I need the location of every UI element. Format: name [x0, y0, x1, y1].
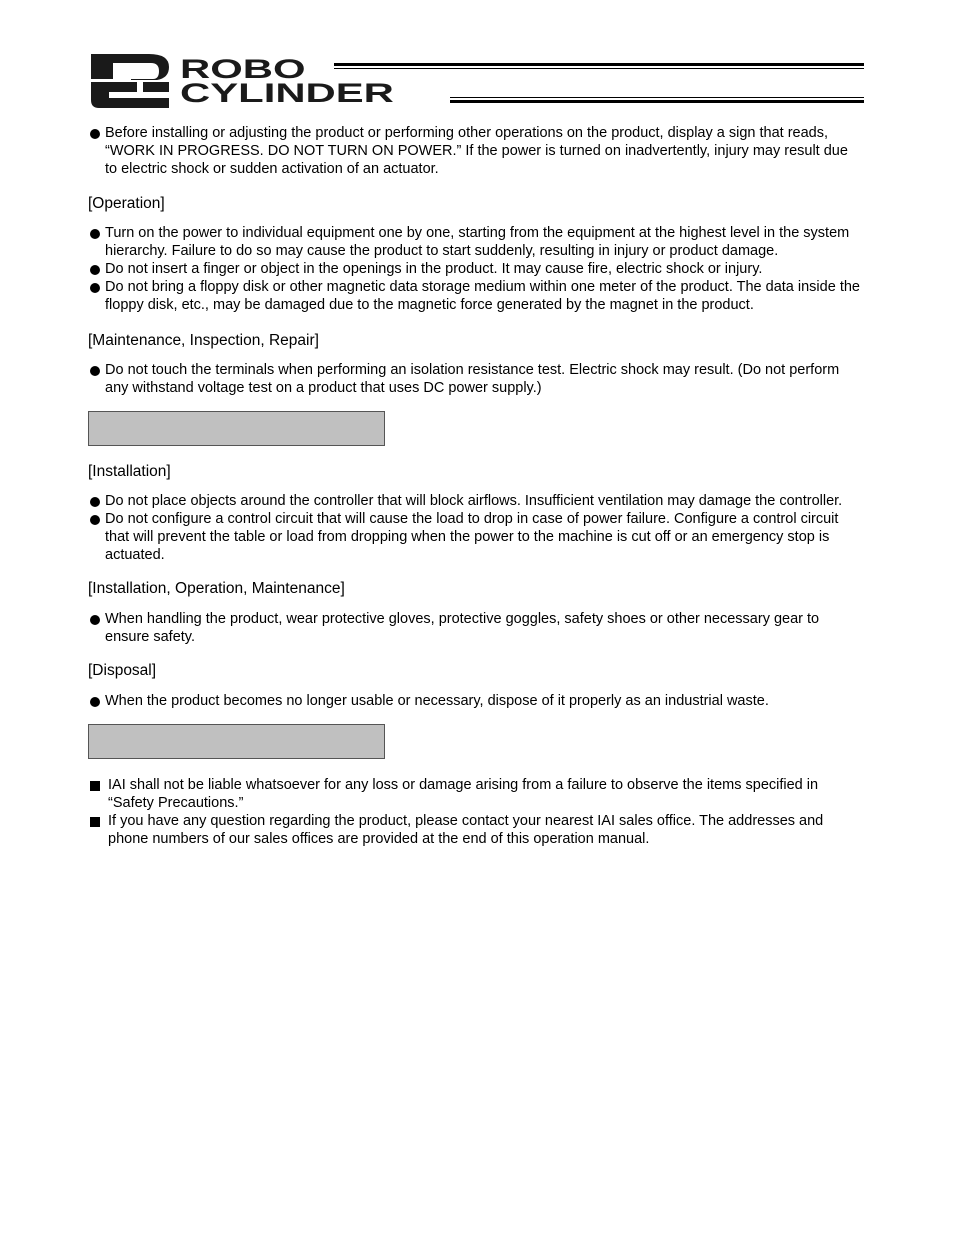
section-heading-disposal: [Disposal]	[88, 662, 157, 679]
section-heading-maintenance: [Maintenance, Inspection, Repair]	[88, 332, 319, 349]
section-heading-operation: [Operation]	[88, 195, 165, 212]
header-rule	[334, 63, 864, 66]
list-item: If you have any question regarding the product, please contact your nearest IAI sales office. The addresses and phone numbers of our sales offices are provided at the end of this operation manual.	[88, 812, 864, 848]
section-heading-installation: [Installation]	[88, 463, 171, 480]
logo-text-cylinder: CYLINDER	[180, 78, 394, 108]
list-item: Do not place objects around the controller that will block airflows. Insufficient ventilation may damage the controller.	[88, 492, 864, 510]
header-rule	[450, 97, 864, 98]
section-heading-installation-operation-maintenance: [Installation, Operation, Maintenance]	[88, 580, 345, 597]
list-item: When the product becomes no longer usable or necessary, dispose of it properly as an industrial waste.	[88, 692, 864, 710]
header-rule	[450, 100, 864, 103]
operation-list	[88, 224, 864, 314]
disposal-list	[88, 692, 864, 710]
installation-list	[88, 492, 864, 564]
list-item: Do not bring a floppy disk or other magnetic data storage medium within one meter of the product. The data inside the floppy disk, etc., may be damaged due to the magnetic force generated by the magnet in the product.	[88, 278, 864, 314]
notes-banner	[88, 724, 385, 759]
caution-banner	[88, 411, 385, 446]
list-item: When handling the product, wear protective gloves, protective goggles, safety shoes or other necessary gear to ensure safety.	[88, 610, 864, 646]
list-item: Do not touch the terminals when performing an isolation resistance test. Electric shock may result. (Do not perform any withstand voltage test on a product that uses DC power supply.)	[88, 361, 864, 397]
list-item: Do not insert a finger or object in the openings in the product. It may cause fire, electric shock or injury.	[88, 260, 864, 278]
iom-list	[88, 610, 864, 646]
page-content	[88, 124, 864, 848]
rc-logo-icon	[91, 54, 171, 108]
intro-list	[88, 124, 864, 178]
maintenance-list	[88, 361, 864, 397]
list-item: Do not configure a control circuit that will cause the load to drop in case of power failure. Configure a control circuit that will prevent the table or load from dropping when the power to the machine is cut off or an emergency stop is actuated.	[88, 510, 864, 564]
list-item: Before installing or adjusting the product or performing other operations on the product, display a sign that reads, “WORK IN PROGRESS. DO NOT TURN ON POWER.” If the power is turned on inadvertently, injury may result due to electric shock or sudden activation of an actuator.	[88, 124, 864, 178]
logo-text-robo: ROBO	[180, 54, 306, 84]
list-item: Turn on the power to individual equipment one by one, starting from the equipment at the highest level in the system hierarchy. Failure to do so may cause the product to start suddenly, resulting in injury or product damage.	[88, 224, 864, 260]
list-item: IAI shall not be liable whatsoever for any loss or damage arising from a failure to observe the items specified in “Safety Precautions.”	[88, 776, 864, 812]
header-rule	[334, 68, 864, 69]
notes-list	[88, 776, 864, 848]
